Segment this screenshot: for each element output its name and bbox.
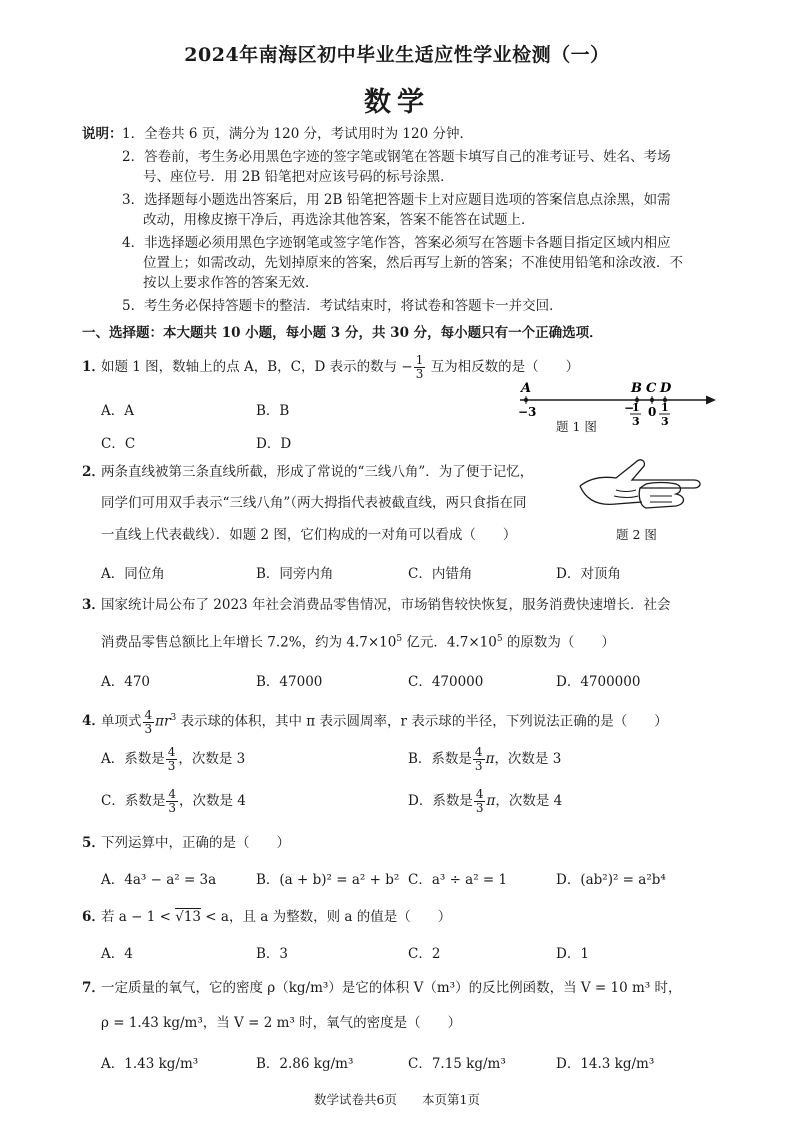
fraction-numerator: 4 [474,745,483,759]
question-number: 4． [82,713,105,729]
finger-lines [614,490,638,498]
option-a[interactable]: A．4a³ − a² = 3a [101,872,217,888]
exponent: 3 [170,713,177,723]
point-label-b: B [631,381,642,396]
option-c[interactable]: C．C [101,436,136,452]
instruction-item: 4．非选择题必须用黑色字迹钢笔或签字笔作答，答案必须写在答题卡各题目指定区域内相应 [122,235,671,251]
question-text-part: 互为相反数的是（ ） [426,359,580,375]
figure-caption: 题 2 图 [616,527,657,542]
question-line: 同学们可用双手表示“三线八角”（两大拇指代表被截直线，两只食指在同 [101,495,527,511]
option-b[interactable]: B．同旁内角 [256,566,334,582]
question-line: 一定质量的氧气，它的密度 ρ（kg/m³）是它的体积 V（m³）的反比例函数，当 V = 10 m³ 时， [101,980,682,996]
option-b[interactable]: B．3 [256,946,289,962]
finger-lines [650,496,672,502]
option-b[interactable]: B．B [256,403,290,419]
fraction [474,788,486,815]
point-label-a: A [521,381,532,396]
question-number: 5． [82,835,105,851]
option-text: π [486,793,496,809]
option-b[interactable]: B．47000 [256,674,323,690]
tick-label: 0 [648,405,657,419]
option-d[interactable] [408,786,562,816]
point-label-c: C [646,381,657,396]
arrow-right-icon [706,396,716,405]
option-a[interactable]: A．A [101,403,134,419]
option-c[interactable] [101,786,246,816]
question-line: ρ = 1.43 kg/m³，当 V = 2 m³ 时，氧气的密度是（ ） [101,1015,462,1031]
question-text-part: πr [155,713,171,730]
question-text-part: 的原数为（ ） [502,634,615,651]
question-number: 3． [82,597,105,613]
fraction [473,746,485,773]
option-b[interactable]: B．(a + b)² = a² + b² [256,872,400,888]
question-text-part: 单项式 [101,713,142,730]
instruction-item: 改动，用橡皮擦干净后，再选涂其他答案，答案不能答在试题上． [143,212,535,228]
option-d[interactable]: D．1 [556,946,589,962]
option-d[interactable]: D．对顶角 [556,566,621,582]
option-text: ，次数是 3 [494,751,562,767]
page-footer: 数学试卷共6页 本页第1页 [314,1092,480,1107]
question-line [101,630,615,652]
option-c[interactable]: C．内错角 [408,566,473,582]
instruction-item: 3．选择题每小题选出答案后，用 2B 铅笔把答题卡上对应题目选项的答案信息点涂黑，如需 [122,192,671,208]
option-text: A．系数是 [101,751,165,767]
option-c[interactable]: C．470000 [408,674,484,690]
question-text-part: 如题 1 图，数轴上的点 A，B，C，D 表示的数与 − [101,359,413,375]
instruction-item: 2．答卷前，考生务必用黑色字迹的签字笔或钢笔在答题卡填写自己的准考证号、姓名、考场 [122,149,671,165]
option-text: D．系数是 [408,793,473,809]
instruction-item: 5．考生务必保持答题卡的整洁．考试结束时，将试卷和答题卡一并交回． [122,298,563,314]
question-number: 6． [82,909,105,925]
hand-outline [580,460,700,488]
option-text: ，次数是 4 [178,793,246,809]
fraction-numerator: 4 [168,787,176,801]
fraction-numerator: 4 [167,745,176,759]
fraction-denominator: 3 [474,759,483,773]
fraction-numerator: 1 [661,401,669,414]
instruction-item: 1．全卷共 6 页，满分为 120 分，考试用时为 120 分钟． [122,126,473,142]
option-b[interactable]: B．2.86 kg/m³ [256,1056,354,1072]
tick-label: − [624,401,635,415]
question-text-part: 若 a − 1 < [101,909,176,925]
question-text-part: 消费品零售总额比上年增长 7.2%，约为 4.7×10 [101,634,397,651]
second-hand-outline [639,483,683,509]
fraction-denominator: 3 [632,415,640,428]
question-text [101,352,579,382]
instruction-item: 号、座位号．用 2B 铅笔把对应该号码的标号涂黑． [143,169,454,185]
point-label-d: D [660,381,672,396]
exponent: 5 [496,634,503,644]
question-line: 两条直线被第三条直线所截，形成了常说的“三线八角”．为了便于记忆， [101,464,534,480]
question-text-part: 表示球的体积，其中 π 表示圆周率，r 表示球的半径，下列说法正确的是（ ） [176,713,668,730]
option-c[interactable]: C．2 [408,946,441,962]
fraction-numerator: 1 [415,353,424,367]
sqrt-expression: √13 [175,909,201,925]
option-text: C．系数是 [101,793,166,809]
option-c[interactable]: C．a³ ÷ a² = 1 [408,872,508,888]
option-text: π [485,751,495,767]
exam-title: 2024年南海区初中毕业生适应性学业检测（一） [184,44,610,66]
fraction-numerator: 4 [144,707,153,722]
question-text: 下列运算中，正确的是（ ） [101,835,290,851]
option-text: ，次数是 4 [495,793,563,809]
subject-title: 数学 [364,87,430,118]
question-number: 1． [82,359,105,375]
option-d[interactable]: D．(ab²)² = a²b⁴ [556,872,666,888]
option-a[interactable]: A．470 [101,674,151,690]
fraction-denominator: 3 [415,367,424,381]
question-text [101,703,668,737]
fraction-denominator: 3 [475,801,484,815]
option-a[interactable] [101,744,245,774]
option-a[interactable]: A．1.43 kg/m³ [101,1056,199,1072]
number-line-figure [512,376,722,438]
question-line: 国家统计局公布了 2023 年社会消费品零售情况，市场销售较快恢复，服务消费快速增长．社会 [101,597,671,613]
question-text-part: 亿元．4.7×10 [402,634,497,651]
option-a[interactable]: A．4 [101,946,133,962]
exponent: 5 [396,634,403,644]
option-b[interactable] [408,744,561,774]
instruction-item: 按以上要求作答的答案无效． [143,275,319,291]
section-heading: 一、选择题：本大题共 10 小题，每小题 3 分，共 30 分，每小题只有一个正确选项． [82,325,603,341]
fraction-numerator: 1 [632,401,640,414]
option-d[interactable]: D．4700000 [556,674,641,690]
option-d[interactable]: D．D [256,436,292,452]
question-text-part: < a，且 a 为整数，则 a 的值是（ ） [201,909,452,925]
fraction-denominator: 3 [144,721,153,736]
fraction [143,709,155,736]
question-number: 2． [82,464,105,480]
question-text [101,908,451,926]
fraction-denominator: 3 [167,759,176,773]
option-a[interactable]: A．同位角 [101,566,165,582]
fraction-numerator: 4 [475,787,484,801]
instruction-item: 位置上；如需改动，先划掉原来的答案，然后再写上新的答案；不准使用铅笔和涂改液．不 [143,255,683,271]
fraction [414,354,426,381]
tick-label: −3 [518,405,537,419]
question-line: 一直线上代表截线）．如题 2 图，它们构成的一对角可以看成（ ） [101,527,517,543]
figure-caption: 题 1 图 [556,419,597,434]
option-text: B．系数是 [408,751,472,767]
option-c[interactable]: C．7.15 kg/m³ [408,1056,506,1072]
question-number: 7． [82,980,105,996]
fraction-denominator: 3 [661,415,669,428]
hand-outline [580,486,642,504]
fraction [166,788,178,815]
instructions-label: 说明： [82,126,123,142]
fraction [166,746,178,773]
hands-figure-icon [576,456,710,520]
fraction-denominator: 3 [168,801,176,815]
option-text: ，次数是 3 [178,751,246,767]
option-d[interactable]: D．14.3 kg/m³ [556,1056,655,1072]
